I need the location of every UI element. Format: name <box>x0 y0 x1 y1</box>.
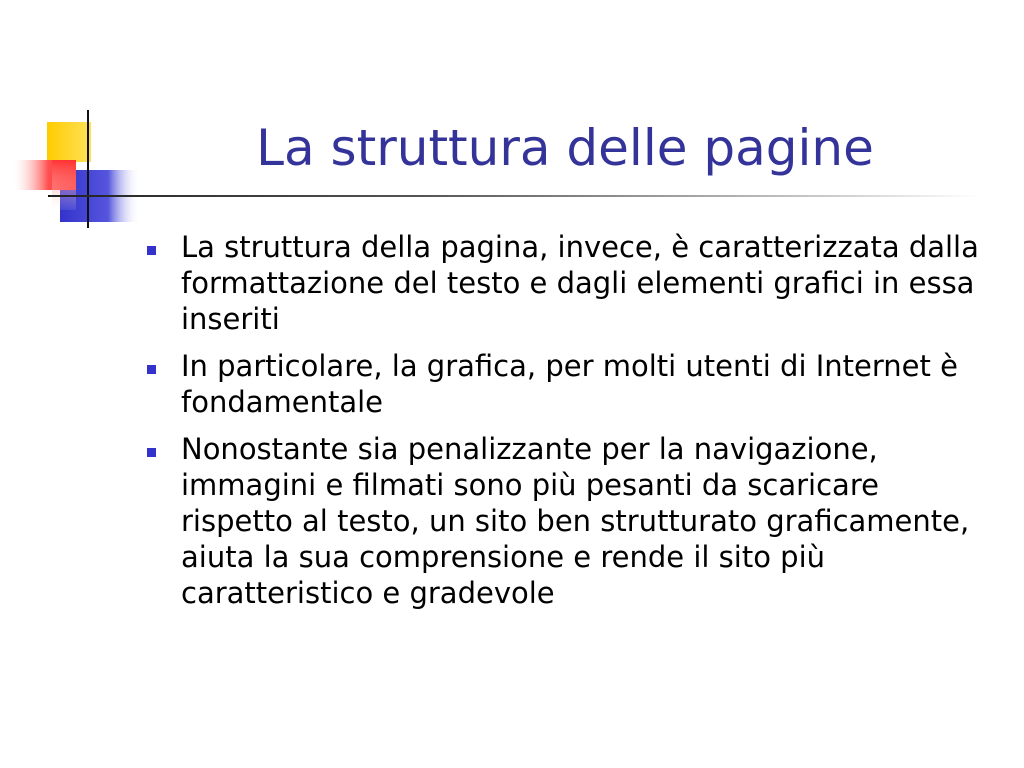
bullet-item <box>144 348 994 420</box>
square-bullet-icon <box>147 246 156 255</box>
colored-squares-logo <box>0 100 150 235</box>
logo-yellow-square <box>47 122 91 162</box>
bullet-list <box>144 229 994 622</box>
slide-title: La struttura delle pagine <box>256 119 874 177</box>
square-bullet-icon <box>147 365 156 374</box>
title-divider <box>50 195 980 197</box>
bullet-item <box>144 229 994 337</box>
bullet-item <box>144 431 994 611</box>
bullet-text: La struttura della pagina, invece, è caratterizzata dalla formattazione del testo e dagli elementi grafici in essa inseriti <box>181 230 979 336</box>
bullet-text: In particolare, la grafica, per molti utenti di Internet è fondamentale <box>181 349 958 419</box>
bullet-text: Nonostante sia penalizzante per la navigazione, immagini e filmati sono più pesanti da scaricare rispetto al testo, un sito ben strutturato graficamente, aiuta la sua comprensione e rende il sito più caratteristico e gradevole <box>181 432 970 610</box>
square-bullet-icon <box>147 448 156 457</box>
